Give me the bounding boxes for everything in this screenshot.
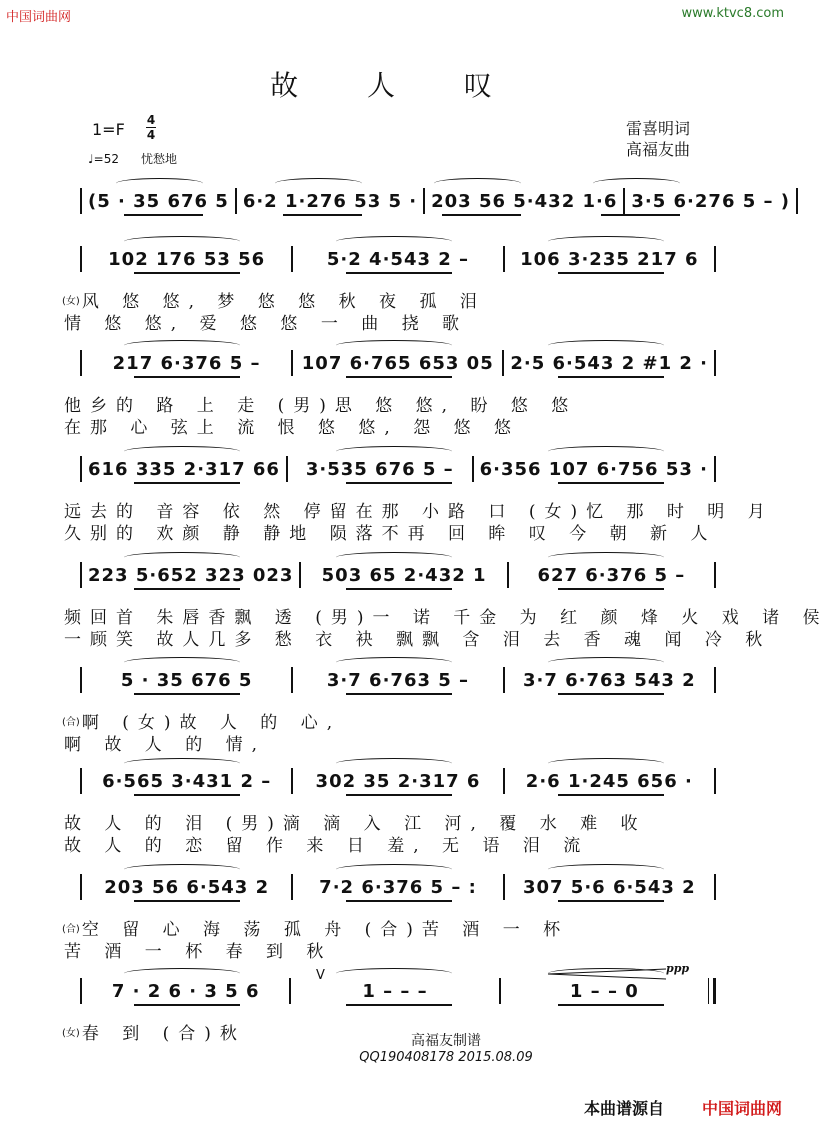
lyric-line xyxy=(62,288,722,310)
beam-underline xyxy=(346,693,452,695)
slur xyxy=(548,446,665,457)
barline xyxy=(714,874,716,900)
slur xyxy=(124,864,241,875)
slur xyxy=(116,178,203,189)
lyric-text: 久别的 欢颜 静 静地 陨落不再 回 眸 叹 今 朝 新 人 xyxy=(64,523,717,544)
measure: 223 5·652 323 023 xyxy=(88,564,294,586)
lyric-line xyxy=(62,938,722,960)
lyric-text: 春 到 (合)秋 xyxy=(81,1023,246,1044)
beam-underline xyxy=(442,214,522,216)
tempo-value: ♩=52 xyxy=(88,152,119,166)
barline xyxy=(80,246,82,272)
measure: 307 5·6 6·543 2 xyxy=(522,876,696,898)
composer-credit: 高福友曲 xyxy=(626,140,691,159)
barline xyxy=(507,562,509,588)
source-site: 中国词曲网 xyxy=(701,1099,782,1118)
beam-underline xyxy=(346,272,452,274)
barline xyxy=(623,188,625,214)
lyric-line xyxy=(62,520,722,542)
barline xyxy=(472,456,474,482)
measure: 2·6 1·245 656 · xyxy=(525,770,693,792)
voice-role: (合) xyxy=(62,923,80,935)
measure: 1 – – – xyxy=(362,980,428,1002)
beam-underline xyxy=(346,588,452,590)
barline xyxy=(291,350,293,376)
lyric-line xyxy=(62,498,774,522)
barline xyxy=(503,874,505,900)
beam-underline xyxy=(558,900,664,902)
barline xyxy=(291,768,293,794)
barline xyxy=(708,978,716,1004)
slur xyxy=(548,552,665,563)
slur xyxy=(124,340,241,351)
slur xyxy=(434,178,521,189)
staff-system-1 xyxy=(80,186,791,216)
lyricist-credit: 雷喜明词 xyxy=(626,119,691,138)
measure: 5·2 4·543 2 – xyxy=(326,248,470,270)
barline xyxy=(499,978,501,1004)
voice-role: (女) xyxy=(62,295,80,307)
measure: 2·5 6·543 2 #1 2 · xyxy=(510,352,708,374)
measure: 616 335 2·317 66 xyxy=(88,458,280,480)
measure: 5 · 35 676 5 xyxy=(120,669,253,691)
barline xyxy=(714,350,716,376)
breath-mark: V xyxy=(316,968,325,983)
barline xyxy=(503,667,505,693)
barline xyxy=(796,188,798,214)
measure: 203 56 6·543 2 xyxy=(104,876,270,898)
measure: (5 · 35 676 5 xyxy=(88,190,229,212)
barline xyxy=(714,667,716,693)
beam-underline xyxy=(346,794,452,796)
lyric-text: 频回首 朱唇香飘 透 (男)一 诺 千金 为 红 颜 烽 火 戏 诸 侯 xyxy=(64,607,829,628)
slur xyxy=(336,968,453,979)
measure: 107 6·765 653 05 xyxy=(301,352,494,374)
barline xyxy=(286,456,288,482)
lyric-line xyxy=(62,810,722,832)
key-signature: 1=F xyxy=(92,120,125,139)
slur xyxy=(336,552,453,563)
measure: 3·7 6·763 5 – xyxy=(326,669,470,691)
song-title: 故 人 叹 xyxy=(270,69,522,102)
barline xyxy=(503,246,505,272)
slur xyxy=(336,340,453,351)
slur xyxy=(275,178,362,189)
staff-system-7 xyxy=(80,766,716,796)
lyric-line xyxy=(62,731,722,753)
beam-underline xyxy=(134,794,240,796)
source-label: 本曲谱源自 xyxy=(583,1099,664,1118)
measure: 1 – – 0 xyxy=(569,980,639,1002)
measure: 3·535 676 5 – xyxy=(305,458,454,480)
barline xyxy=(714,246,716,272)
dynamic-ppp: ppp xyxy=(666,962,690,975)
barline xyxy=(80,667,82,693)
staff-system-3 xyxy=(80,348,716,378)
beam-underline xyxy=(346,482,452,484)
slur xyxy=(548,864,665,875)
lyric-line xyxy=(62,392,722,414)
slur xyxy=(593,178,680,189)
staff-system-4 xyxy=(80,454,716,484)
barline xyxy=(80,978,82,1004)
meter-bottom: 4 xyxy=(146,128,156,142)
voice-role: (合) xyxy=(62,716,80,728)
lyric-text: 在那 心 弦上 流 恨 悠 悠, 怨 悠 悠 xyxy=(64,417,521,438)
staff-system-6 xyxy=(80,665,716,695)
measure: 6·565 3·431 2 – xyxy=(102,770,272,792)
beam-underline xyxy=(134,693,240,695)
barline xyxy=(714,768,716,794)
barline xyxy=(80,456,82,482)
beam-underline xyxy=(558,1004,664,1006)
measure: 503 65 2·432 1 xyxy=(321,564,487,586)
slur xyxy=(548,758,665,769)
beam-underline xyxy=(283,214,363,216)
lyric-text: 他乡的 路 上 走 (男)思 悠 悠, 盼 悠 悠 xyxy=(64,395,578,416)
beam-underline xyxy=(558,272,664,274)
lyric-text: 故 人 的 恋 留 作 来 日 羞, 无 语 泪 流 xyxy=(64,835,590,856)
lyric-text: 情 悠 悠, 爱 悠 悠 一 曲 挠 歌 xyxy=(64,313,469,334)
barline xyxy=(80,350,82,376)
barline xyxy=(299,562,301,588)
barline xyxy=(291,246,293,272)
measure: 106 3·235 217 6 xyxy=(520,248,699,270)
measure: 627 6·376 5 – xyxy=(537,564,686,586)
slur xyxy=(336,864,453,875)
beam-underline xyxy=(558,376,664,378)
staff-system-5 xyxy=(80,560,716,590)
slur xyxy=(336,446,453,457)
barline xyxy=(291,874,293,900)
slur xyxy=(124,968,241,979)
slur xyxy=(124,552,241,563)
beam-underline xyxy=(601,214,681,216)
barline xyxy=(289,978,291,1004)
slur xyxy=(336,236,453,247)
lyric-text: 一顾笑 故人几多 愁 衣 袂 飘飘 含 泪 去 香 魂 闻 冷 秋 xyxy=(64,629,772,650)
voice-role: (女) xyxy=(62,1027,80,1039)
slur xyxy=(548,657,665,668)
barline xyxy=(80,874,82,900)
transcriber-contact: QQ190408178 2015.08.09 xyxy=(359,1050,533,1065)
barline xyxy=(502,350,504,376)
measure: 6·356 107 6·756 53 · xyxy=(479,458,708,480)
measure: 302 35 2·317 6 xyxy=(315,770,481,792)
beam-underline xyxy=(134,272,240,274)
lyric-line xyxy=(62,310,722,332)
measure: 3·7 6·763 543 2 xyxy=(522,669,696,691)
lyric-text: 风 悠 悠, 梦 悠 悠 秋 夜 孤 泪 xyxy=(81,291,486,312)
beam-underline xyxy=(558,588,664,590)
transcriber-credit: 高福友制谱 xyxy=(411,1033,481,1049)
lyric-text: 啊 (女)故 人 的 心, xyxy=(81,712,342,733)
lyric-line xyxy=(62,626,772,650)
beam-underline xyxy=(134,588,240,590)
mood-marking: 忧愁地 xyxy=(140,152,177,166)
slur xyxy=(124,657,241,668)
barline xyxy=(291,667,293,693)
watermark-left: 中国词曲网 xyxy=(6,10,72,25)
tempo-marking xyxy=(88,150,177,167)
measure: 7 · 2 6 · 3 5 6 xyxy=(111,980,260,1002)
slur xyxy=(336,758,453,769)
measure: 203 56 5·432 1·6 xyxy=(431,190,618,212)
beam-underline xyxy=(558,693,664,695)
beam-underline xyxy=(134,900,240,902)
beam-underline xyxy=(134,1004,240,1006)
lyric-text: 故 人 的 泪 (男)滴 滴 入 江 河, 覆 水 难 收 xyxy=(64,813,647,834)
slur xyxy=(124,446,241,457)
staff-system-2 xyxy=(80,244,716,274)
barline xyxy=(80,768,82,794)
measure: 3·5 6·276 5 – ) xyxy=(631,190,791,212)
slur xyxy=(548,236,665,247)
lyric-text: 苦 酒 一 杯 春 到 秋 xyxy=(64,941,333,962)
time-signature xyxy=(146,114,156,141)
watermark-right: www.ktvc8.com xyxy=(681,6,784,21)
beam-underline xyxy=(346,900,452,902)
lyric-text: 啊 故 人 的 情, xyxy=(64,734,267,755)
lyric-line xyxy=(62,916,722,938)
barline xyxy=(423,188,425,214)
lyric-text: 空 留 心 海 荡 孤 舟 (合)苦 酒 一 杯 xyxy=(81,919,570,940)
beam-underline xyxy=(558,794,664,796)
decrescendo-hairpin xyxy=(548,968,668,980)
beam-underline xyxy=(134,376,240,378)
slur xyxy=(124,758,241,769)
meter-top: 4 xyxy=(146,113,156,127)
barline xyxy=(714,562,716,588)
lyric-line xyxy=(62,832,722,854)
measure: 217 6·376 5 – xyxy=(112,352,261,374)
lyric-text: 远去的 音容 依 然 停留在那 小路 口 (女)忆 那 时 明 月 xyxy=(64,501,774,522)
beam-underline xyxy=(558,482,664,484)
lyric-line xyxy=(62,604,829,628)
lyric-line xyxy=(62,414,722,436)
slur xyxy=(336,657,453,668)
barline xyxy=(80,188,82,214)
beam-underline xyxy=(346,376,452,378)
barline xyxy=(80,562,82,588)
beam-underline xyxy=(124,214,204,216)
measure: 7·2 6·376 5 – : xyxy=(319,876,477,898)
measure: 102 176 53 56 xyxy=(108,248,266,270)
slur xyxy=(548,340,665,351)
barline xyxy=(235,188,237,214)
slur xyxy=(124,236,241,247)
staff-system-8 xyxy=(80,872,716,902)
barline xyxy=(714,456,716,482)
lyric-line xyxy=(62,709,722,731)
measure: 6·2 1·276 53 5 · xyxy=(242,190,418,212)
barline xyxy=(503,768,505,794)
beam-underline xyxy=(134,482,240,484)
beam-underline xyxy=(346,1004,452,1006)
staff-system-9 xyxy=(80,976,716,1006)
